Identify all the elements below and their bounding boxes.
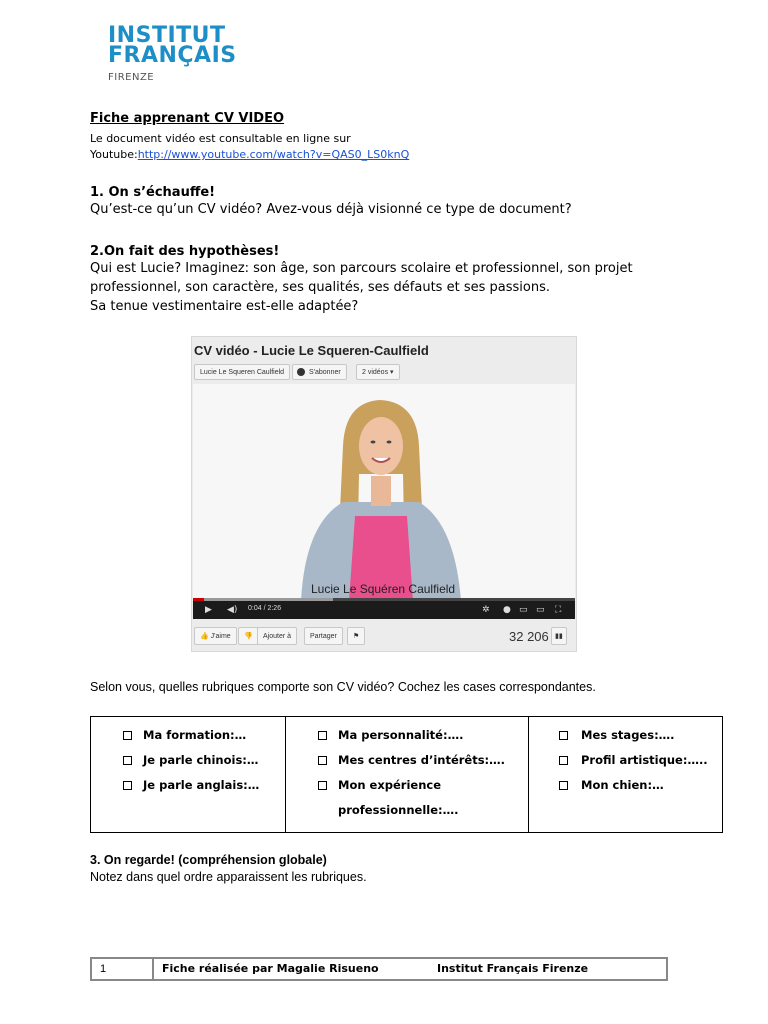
checkbox[interactable] bbox=[559, 781, 568, 790]
rubric-label: Mon expérience bbox=[338, 778, 442, 792]
fullscreen-icon[interactable]: ⛶ bbox=[555, 605, 562, 615]
rubrics-column-2 bbox=[286, 717, 529, 833]
small-player-icon[interactable]: ▭ bbox=[519, 605, 528, 615]
rubric-item[interactable] bbox=[91, 773, 285, 798]
rubric-item[interactable] bbox=[91, 723, 285, 748]
checkbox[interactable] bbox=[559, 731, 568, 740]
footer-author: Fiche réalisée par Magalie Risueno bbox=[162, 962, 379, 975]
footer-divider bbox=[152, 959, 154, 979]
rubric-continuation: professionnelle:…. bbox=[338, 803, 459, 817]
footer-table bbox=[90, 957, 668, 981]
logo-line-2: FRANÇAIS bbox=[108, 43, 237, 68]
video-actions-bar bbox=[192, 623, 576, 651]
thumbs-down-icon: 👎 bbox=[244, 633, 253, 640]
intro-line-1: Le document vidéo est consultable en ligne sur bbox=[90, 132, 351, 145]
section-3-text: Notez dans quel ordre apparaissent les rubriques. bbox=[90, 870, 367, 884]
rubric-label: Je parle chinois:… bbox=[143, 753, 259, 767]
rubric-label: Je parle anglais:… bbox=[143, 778, 260, 792]
person-in-video bbox=[193, 384, 575, 601]
subscribe-button[interactable] bbox=[292, 364, 347, 380]
rubrics-question: Selon vous, quelles rubriques comporte son CV vidéo? Cochez les cases correspondantes. bbox=[90, 680, 596, 694]
section-3 bbox=[90, 853, 367, 887]
videos-dropdown[interactable] bbox=[356, 364, 400, 380]
checkbox[interactable] bbox=[318, 756, 327, 765]
volume-icon[interactable]: ◀) bbox=[227, 605, 238, 615]
settings-icon[interactable]: ✲ bbox=[482, 605, 490, 615]
progress-bar[interactable] bbox=[193, 598, 575, 601]
large-player-icon[interactable]: ▭ bbox=[536, 605, 545, 615]
rubric-item[interactable] bbox=[286, 773, 528, 798]
rubric-label: Profil artistique:….. bbox=[581, 753, 708, 767]
rubric-item[interactable] bbox=[529, 773, 722, 798]
intro-prefix: Youtube: bbox=[90, 148, 138, 161]
share-button[interactable]: Partager bbox=[304, 627, 343, 645]
checkbox[interactable] bbox=[123, 731, 132, 740]
checkbox[interactable] bbox=[318, 731, 327, 740]
view-count: 32 206 bbox=[509, 629, 549, 644]
checkbox[interactable] bbox=[123, 756, 132, 765]
rubric-label: Mes stages:…. bbox=[581, 728, 675, 742]
checkbox[interactable] bbox=[559, 756, 568, 765]
captions-icon[interactable]: ● bbox=[503, 605, 511, 615]
section-3-heading: 3. On regarde! (compréhension globale) bbox=[90, 853, 327, 867]
stats-button[interactable] bbox=[551, 627, 567, 645]
rubric-label: Mon chien:… bbox=[581, 778, 664, 792]
video-controls bbox=[193, 601, 575, 619]
section-2 bbox=[90, 244, 633, 316]
subscribe-label: S'abonner bbox=[309, 369, 341, 376]
checkbox[interactable] bbox=[123, 781, 132, 790]
checkbox[interactable] bbox=[318, 781, 327, 790]
section-1 bbox=[90, 185, 572, 219]
rubric-item[interactable] bbox=[529, 723, 722, 748]
like-label: J'aime bbox=[210, 633, 231, 640]
videos-label: 2 vidéos bbox=[362, 369, 389, 376]
youtube-video-screenshot bbox=[191, 336, 577, 652]
stats-icon: ▮▮ bbox=[555, 633, 563, 640]
rubric-label: Ma formation:… bbox=[143, 728, 247, 742]
intro-text bbox=[90, 131, 409, 163]
section-2-heading: 2.On fait des hypothèses! bbox=[90, 244, 280, 259]
rubric-label: Mes centres d’intérêts:…. bbox=[338, 753, 506, 767]
plus-circle-icon bbox=[297, 368, 305, 376]
video-time: 0:04 / 2:26 bbox=[248, 605, 282, 612]
rubric-item[interactable] bbox=[286, 723, 528, 748]
rubrics-column-3 bbox=[529, 717, 723, 833]
play-icon[interactable]: ▶ bbox=[205, 605, 212, 615]
dropdown-arrow-icon: ▾ bbox=[390, 369, 394, 376]
section-2-line-1: Qui est Lucie? Imaginez: son âge, son parcours scolaire et professionnel, son projet bbox=[90, 261, 633, 276]
institut-francais-logo bbox=[108, 23, 237, 83]
section-2-line-3: Sa tenue vestimentaire est-elle adaptée? bbox=[90, 299, 359, 314]
flag-button[interactable] bbox=[347, 627, 365, 645]
rubric-item[interactable] bbox=[529, 748, 722, 773]
video-caption: Lucie Le Squéren Caulfield bbox=[311, 582, 456, 596]
logo-line-1: INSTITUT bbox=[108, 23, 226, 48]
section-1-text: Qu’est-ce qu’un CV vidéo? Avez-vous déjà visionné ce type de document? bbox=[90, 202, 572, 217]
section-1-heading: 1. On s’échauffe! bbox=[90, 185, 216, 200]
logo-line-3: FIRENZE bbox=[108, 72, 155, 83]
intro-line-2 bbox=[90, 147, 409, 163]
youtube-link[interactable]: http://www.youtube.com/watch?v=QAS0_LS0knQ bbox=[137, 148, 410, 161]
page-number: 1 bbox=[100, 963, 107, 975]
footer-institute: Institut Français Firenze bbox=[437, 962, 589, 975]
video-frame[interactable] bbox=[193, 384, 575, 601]
rubrics-table bbox=[90, 716, 723, 833]
rubric-item[interactable] bbox=[91, 748, 285, 773]
rubric-item[interactable] bbox=[286, 748, 528, 773]
rubrics-column-1 bbox=[91, 717, 286, 833]
add-to-button[interactable]: Ajouter à bbox=[257, 627, 297, 645]
document-title: Fiche apprenant CV VIDEO bbox=[90, 111, 285, 126]
rubric-label: Ma personnalité:…. bbox=[338, 728, 464, 742]
channel-button[interactable]: Lucie Le Squeren Caulfield bbox=[194, 364, 290, 380]
section-2-line-2: professionnel, son caractère, ses qualités, ses défauts et ses passions. bbox=[90, 280, 550, 295]
thumbs-up-icon: 👍 bbox=[200, 633, 209, 640]
dislike-button[interactable] bbox=[238, 627, 259, 645]
video-title: CV vidéo - Lucie Le Squeren-Caulfield bbox=[194, 343, 429, 358]
flag-icon: ⚑ bbox=[353, 633, 360, 640]
like-button[interactable] bbox=[194, 627, 237, 645]
